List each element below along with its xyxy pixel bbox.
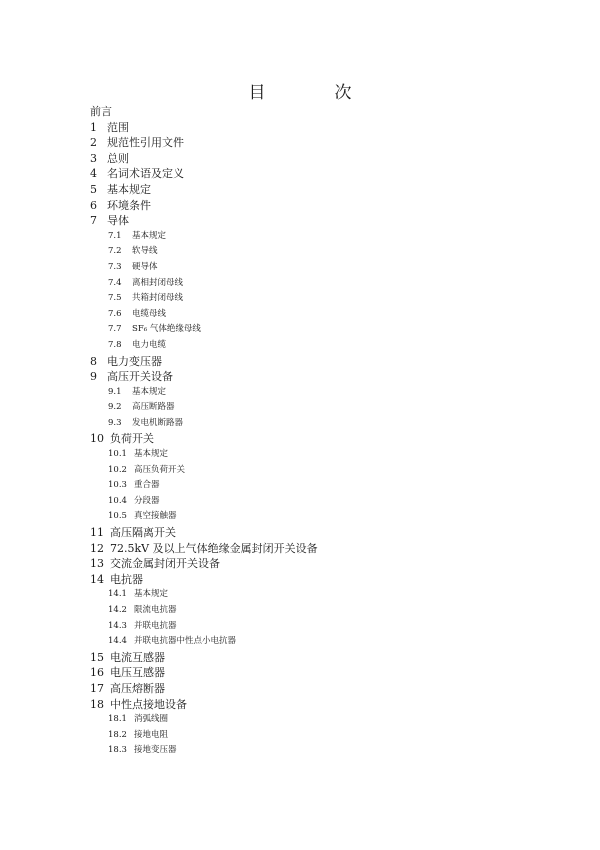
toc-entry[interactable] [90,697,570,713]
toc-subentry[interactable] [90,244,570,260]
toc-entry-number: 15 [90,650,104,664]
toc-entry-number: 10.2 [108,464,127,475]
toc-entry-number: 7.2 [108,246,122,257]
toc-entry-number: 18.1 [108,714,127,725]
toc-subentry[interactable] [90,728,570,744]
toc-entry-number: 7.3 [108,261,122,272]
toc-entry-label: 导体 [107,214,129,228]
toc-entry-label: 基本规定 [107,182,151,196]
toc-entry-number: 14 [90,572,104,586]
toc-entry-label: 接地变压器 [134,745,177,756]
toc-entry-number: 9.3 [108,417,122,428]
toc-entry-label: 高压负荷开关 [134,464,186,475]
toc-subentry[interactable] [90,260,570,276]
toc-entry-label: 并联电抗器中性点小电抗器 [134,636,237,647]
toc-entry-number: 13 [90,557,104,571]
toc-entry-number: 5 [90,182,97,196]
toc-entry[interactable] [90,572,570,588]
toc-subentry[interactable] [90,400,570,416]
toc-entry-number: 7.4 [108,277,122,288]
toc-entry-label: 规范性引用文件 [107,136,184,150]
toc-subentry[interactable] [90,509,570,525]
toc-entry-label: 电力变压器 [107,354,162,368]
toc-entry-number: 7.7 [108,324,122,335]
toc-entry-label: 软导线 [132,246,158,257]
toc-entry-number: 14.3 [108,620,127,631]
toc-subentry[interactable] [90,385,570,401]
toc-entry[interactable] [90,120,570,136]
toc-entry[interactable] [90,104,570,120]
toc-entry[interactable] [90,166,570,182]
toc-entry-number: 10.5 [108,511,127,522]
toc-entry-number: 6 [90,198,97,212]
toc-entry-number: 9.1 [108,386,122,397]
toc-entry-label: 并联电抗器 [134,620,177,631]
toc-subentry[interactable] [90,494,570,510]
toc-subentry[interactable] [90,603,570,619]
toc-entry-number: 10 [90,432,104,446]
toc-entry-label: 共箱封闭母线 [132,293,184,304]
toc-entry-number: 9.2 [108,402,122,413]
toc-entry-label: 电缆母线 [132,308,167,319]
toc-subentry[interactable] [90,478,570,494]
toc-entry-number: 10.3 [108,480,127,491]
toc-subentry[interactable] [90,743,570,759]
toc-subentry[interactable] [90,307,570,323]
toc-entry-label: 消弧线圈 [134,714,169,725]
toc-entry[interactable] [90,431,570,447]
toc-entry-number: 1 [90,120,97,134]
toc-subentry[interactable] [90,619,570,635]
toc-entry-number: 10.4 [108,495,127,506]
toc-entry[interactable] [90,135,570,151]
table-of-contents [90,104,570,759]
toc-subentry[interactable] [90,634,570,650]
toc-entry-label: 高压熔断器 [110,681,165,695]
page-title: 目 次 [248,83,378,103]
toc-entry-label: 电抗器 [110,572,143,586]
toc-entry-label: 接地电阻 [134,729,169,740]
toc-subentry[interactable] [90,276,570,292]
toc-entry[interactable] [90,650,570,666]
toc-entry-number: 7.1 [108,230,122,241]
toc-subentry[interactable] [90,416,570,432]
toc-entry-label: 环境条件 [107,198,151,212]
toc-entry-number: 7 [90,214,97,228]
toc-entry[interactable] [90,681,570,697]
toc-subentry[interactable] [90,463,570,479]
toc-entry[interactable] [90,182,570,198]
toc-entry-number: 3 [90,151,97,165]
toc-entry-number: 11 [90,526,104,540]
toc-entry-label: 发电机断路器 [132,417,184,428]
toc-entry-label: 重合器 [134,480,160,491]
toc-entry-label: 电压互感器 [110,666,165,680]
toc-entry-number: 7.5 [108,293,122,304]
toc-subentry[interactable] [90,291,570,307]
toc-entry-label: 高压隔离开关 [110,526,176,540]
toc-entry[interactable] [90,151,570,167]
toc-entry-number: 10.1 [108,449,127,460]
toc-entry-number: 4 [90,167,97,181]
toc-entry[interactable] [90,541,570,557]
toc-entry-number: 17 [90,681,104,695]
toc-entry-number: 18.2 [108,729,127,740]
toc-entry[interactable] [90,213,570,229]
toc-entry-label: 电力电缆 [132,339,167,350]
toc-entry-label: 范围 [107,120,129,134]
toc-entry-number: 16 [90,666,104,680]
toc-entry-label: 中性点接地设备 [110,697,187,711]
toc-entry-number: 18.3 [108,745,127,756]
toc-entry-label: 真空接触器 [134,511,177,522]
toc-entry-number: 8 [90,354,97,368]
toc-entry[interactable] [90,369,570,385]
toc-entry-label: 基本规定 [132,230,167,241]
toc-entry-label: 基本规定 [132,386,167,397]
toc-entry-label: 负荷开关 [110,432,154,446]
toc-entry-label: 基本规定 [134,449,169,460]
toc-entry-number: 12 [90,541,104,555]
toc-subentry[interactable] [90,712,570,728]
toc-entry-label: 72.5kV 及以上气体绝缘金属封闭开关设备 [110,541,318,555]
toc-subentry[interactable] [90,447,570,463]
toc-entry-label: SF₆ 气体绝缘母线 [132,324,201,335]
toc-entry-label: 电流互感器 [110,650,165,664]
toc-subentry[interactable] [90,338,570,354]
toc-entry-number: 18 [90,697,104,711]
toc-entry-label: 高压断路器 [132,402,175,413]
toc-entry-number: 7.6 [108,308,122,319]
toc-entry-number: 2 [90,136,97,150]
toc-entry-label: 硬导体 [132,261,158,272]
toc-entry[interactable] [90,665,570,681]
toc-subentry[interactable] [90,322,570,338]
toc-entry-number: 14.4 [108,636,127,647]
toc-entry-number: 9 [90,370,97,384]
toc-entry-label: 前言 [90,105,112,118]
toc-entry-label: 基本规定 [134,589,169,600]
toc-entry-label: 高压开关设备 [107,370,173,384]
toc-entry[interactable] [90,525,570,541]
toc-entry-label: 离相封闭母线 [132,277,184,288]
toc-entry-label: 总则 [107,151,129,165]
toc-entry-number: 14.2 [108,605,127,615]
toc-entry[interactable] [90,556,570,572]
toc-entry[interactable] [90,354,570,370]
toc-entry[interactable] [90,198,570,214]
toc-entry-label: 交流金属封闭开关设备 [110,557,220,571]
toc-entry-label: 名词术语及定义 [107,167,184,181]
toc-subentry[interactable] [90,229,570,245]
toc-subentry[interactable] [90,587,570,603]
toc-entry-label: 分段器 [134,495,160,506]
toc-entry-number: 7.8 [108,339,122,350]
toc-entry-label: 限流电抗器 [134,605,177,615]
toc-entry-number: 14.1 [108,589,127,600]
